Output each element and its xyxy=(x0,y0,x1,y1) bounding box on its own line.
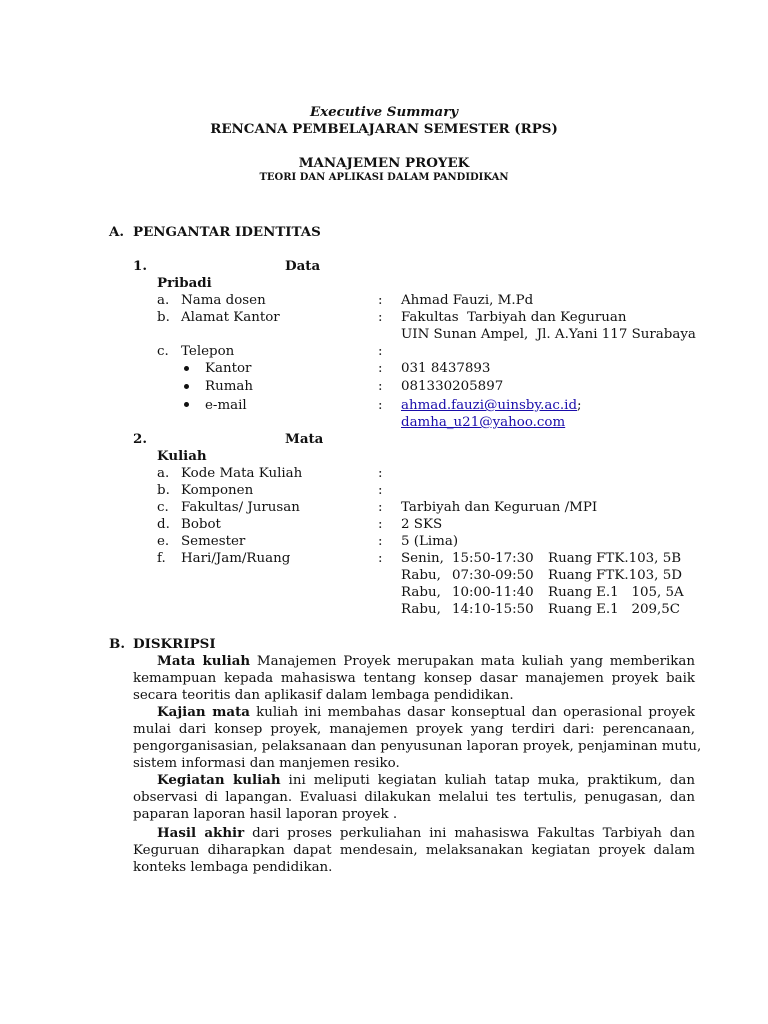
course-title: MANAJEMEN PROYEK xyxy=(298,155,470,171)
colon: : xyxy=(378,551,383,566)
schedule-time: 10:00-11:40 xyxy=(452,585,534,600)
row-letter: c. xyxy=(157,500,169,515)
email-separator: ; xyxy=(577,398,582,413)
bullet-icon xyxy=(184,402,189,407)
row-letter: a. xyxy=(157,293,170,308)
description-paragraph-1 xyxy=(133,653,695,704)
paragraph-line xyxy=(133,825,695,842)
row-letter: b. xyxy=(157,483,170,498)
schedule-room: Ruang FTK.103, 5D xyxy=(548,568,682,583)
fakultas-label: Fakultas/ Jurusan xyxy=(181,500,300,515)
data-pribadi-label-1: Data xyxy=(285,258,321,274)
paragraph-line xyxy=(133,653,695,670)
hari-jam-ruang-label: Hari/Jam/Ruang xyxy=(181,551,291,566)
document-title: RENCANA PEMBELAJARAN SEMESTER (RPS) xyxy=(210,121,558,137)
row-letter: e. xyxy=(157,534,170,549)
schedule-room: Ruang E.1 105, 5A xyxy=(548,585,684,600)
section-a-heading: PENGANTAR IDENTITAS xyxy=(133,224,321,240)
paragraph-lead: Kegiatan kuliah xyxy=(157,772,281,788)
row-letter: d. xyxy=(157,517,170,532)
colon: : xyxy=(378,466,383,481)
section-b-heading: DISKRIPSI xyxy=(133,636,216,652)
schedule-time: 14:10-15:50 xyxy=(452,602,534,617)
description-paragraph-2 xyxy=(133,704,702,772)
schedule-room: Ruang E.1 209,5C xyxy=(548,602,681,617)
nama-dosen-value: Ahmad Fauzi, M.Pd xyxy=(401,293,534,308)
schedule-day: Rabu, xyxy=(401,568,441,583)
paragraph-line: pengorganisasian, pelaksanaan dan penyusunan laporan proyek, penjaminan mutu, xyxy=(133,739,702,754)
colon: : xyxy=(378,344,383,359)
colon: : xyxy=(378,310,383,325)
fakultas-value: Tarbiyah dan Keguruan /MPI xyxy=(401,500,598,515)
paragraph-line: mulai dari konsep proyek, manajemen proyek yang terdiri dari: perencanaan, xyxy=(133,722,695,737)
paragraph-text: ini meliputi kegiatan kuliah tatap muka, praktikum, dan xyxy=(280,773,695,788)
alamat-kantor-label: Alamat Kantor xyxy=(181,310,280,325)
course-subtitle: TEORI DAN APLIKASI DALAM PANDIDIKAN xyxy=(259,172,509,183)
paragraph-text: kuliah ini membahas dasar konseptual dan operasional proyek xyxy=(249,705,696,720)
email-link-2[interactable]: damha_u21@yahoo.com xyxy=(401,415,566,430)
komponen-label: Komponen xyxy=(181,483,254,498)
rumah-label: Rumah xyxy=(205,379,254,394)
paragraph-lead: Hasil akhir xyxy=(157,825,245,841)
colon: : xyxy=(378,361,383,376)
schedule-day: Senin, xyxy=(401,551,444,566)
colon: : xyxy=(378,293,383,308)
semester-label: Semester xyxy=(181,534,246,549)
paragraph-line: Keguruan diharapkan dapat mendesain, melaksanakan kegiatan proyek dalam xyxy=(133,843,695,858)
rumah-phone: 081330205897 xyxy=(401,379,504,394)
paragraph-lead: Kajian mata xyxy=(157,704,250,720)
executive-summary-label: Executive Summary xyxy=(309,104,459,120)
data-pribadi-number: 1. xyxy=(133,258,147,274)
paragraph-line: kemampuan kepada mahasiswa tentang konsep dasar manajemen proyek baik xyxy=(133,671,695,686)
schedule-day: Rabu, xyxy=(401,602,441,617)
email-link-1[interactable]: ahmad.fauzi@uinsby.ac.id xyxy=(401,398,578,413)
alamat-kantor-value: Fakultas Tarbiyah dan Keguruan xyxy=(401,310,627,325)
kantor-label: Kantor xyxy=(205,361,252,376)
paragraph-text: Manajemen Proyek merupakan mata kuliah yang memberikan xyxy=(250,654,696,669)
telepon-label: Telepon xyxy=(181,344,235,359)
colon: : xyxy=(378,398,383,413)
paragraph-line xyxy=(133,704,695,721)
email-line-1 xyxy=(401,397,582,414)
row-letter: a. xyxy=(157,466,170,481)
data-pribadi-label-2: Pribadi xyxy=(157,275,212,291)
bullet-icon xyxy=(184,366,189,371)
bullet-icon xyxy=(184,384,189,389)
bobot-value: 2 SKS xyxy=(401,517,443,532)
semester-value: 5 (Lima) xyxy=(401,534,459,549)
section-a-letter: A. xyxy=(109,224,125,240)
colon: : xyxy=(378,379,383,394)
paragraph-line: sistem informasi dan manjemen resiko. xyxy=(133,756,400,771)
email-line-2 xyxy=(401,414,565,431)
schedule-room: Ruang FTK.103, 5B xyxy=(548,551,682,566)
colon: : xyxy=(378,517,383,532)
mata-kuliah-label-2: Kuliah xyxy=(157,448,207,464)
colon: : xyxy=(378,483,383,498)
schedule-day: Rabu, xyxy=(401,585,441,600)
paragraph-text: dari proses perkuliahan ini mahasiswa Fakultas Tarbiyah dan xyxy=(244,826,695,841)
alamat-kantor-value-2: UIN Sunan Ampel, Jl. A.Yani 117 Surabaya xyxy=(401,327,696,342)
nama-dosen-label: Nama dosen xyxy=(181,293,266,308)
paragraph-line: konteks lembaga pendidikan. xyxy=(133,860,333,875)
paragraph-line: secara teoritis dan aplikasif dalam lembaga pendidikan. xyxy=(133,688,514,703)
mata-kuliah-number: 2. xyxy=(133,431,147,447)
schedule-time: 15:50-17:30 xyxy=(452,551,534,566)
kantor-phone: 031 8437893 xyxy=(401,361,491,376)
colon: : xyxy=(378,500,383,515)
bobot-label: Bobot xyxy=(181,517,221,532)
colon: : xyxy=(378,534,383,549)
paragraph-line: paparan laporan hasil laporan proyek . xyxy=(133,807,398,822)
schedule-time: 07:30-09:50 xyxy=(452,568,534,583)
section-b-letter: B. xyxy=(109,636,125,652)
row-letter: f. xyxy=(157,551,166,566)
email-label: e-mail xyxy=(205,398,247,413)
row-letter: b. xyxy=(157,310,170,325)
kode-mk-label: Kode Mata Kuliah xyxy=(181,466,303,481)
description-paragraph-4 xyxy=(133,825,695,876)
description-paragraph-3 xyxy=(133,772,695,823)
paragraph-lead: Mata kuliah xyxy=(157,653,251,669)
paragraph-line: observasi di lapangan. Evaluasi dilakukan melalui tes tertulis, penugasan, dan xyxy=(133,790,695,805)
mata-kuliah-label-1: Mata xyxy=(285,431,324,447)
paragraph-line xyxy=(133,772,695,789)
row-letter: c. xyxy=(157,344,169,359)
